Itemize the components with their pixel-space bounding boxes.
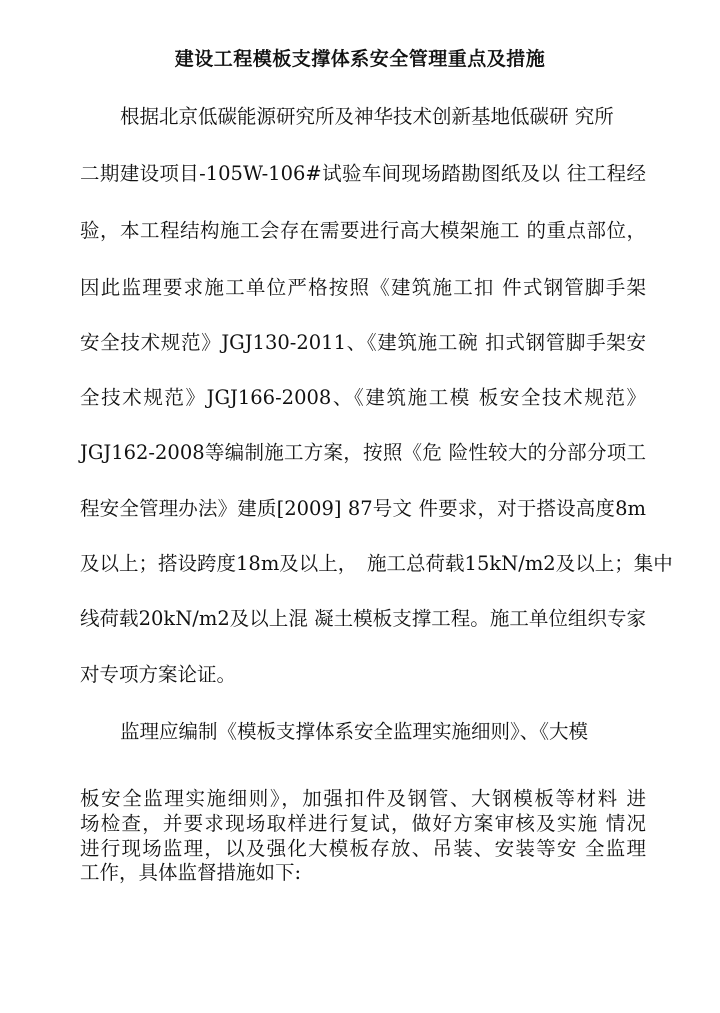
paragraph-1-line-7: JGJ162-2008等编制施工方案，按照《危 险性较大的分部分项工 [80, 441, 646, 464]
paragraph-1-line-10: 线荷载20kN/m2及以上混 凝土模板支撑工程。施工单位组织专家 [80, 607, 646, 630]
paragraph-1-line-2: 二期建设项目-105W-106#试验车间现场踏勘图纸及以 往工程经 [80, 162, 646, 185]
document-title: 建设工程模板支撑体系安全管理重点及措施 [174, 48, 546, 70]
paragraph-1-line-6: 全技术规范》JGJ166-2008、《建筑施工模 板安全技术规范》 [80, 386, 646, 409]
paragraph-1-line-4: 因此监理要求施工单位严格按照《建筑施工扣 件式钢管脚手架 [80, 276, 646, 299]
paragraph-2-line-5: 工作，具体监督措施如下: [80, 861, 302, 884]
paragraph-1-line-5: 安全技术规范》JGJ130-2011、《建筑施工碗 扣式钢管脚手架安 [80, 331, 646, 354]
paragraph-1-line-8: 程安全管理办法》建质[2009] 87号文 件要求，对于搭设高度8m [80, 497, 646, 520]
paragraph-1-line-1: 根据北京低碳能源研究所及神华技术创新基地低碳研 究所 [120, 105, 614, 128]
paragraph-2-line-4: 进行现场监理，以及强化大模板存放、吊装、安装等安 全监理 [80, 837, 646, 860]
paragraph-1-line-9: 及以上；搭设跨度18m及以上， 施工总荷载15kN/m2及以上；集中 [80, 552, 673, 575]
paragraph-2-line-2: 板安全监理实施细则》，加强扣件及钢管、大钢模板等材料 进 [80, 787, 646, 810]
paragraph-1-line-11: 对专项方案论证。 [80, 663, 237, 686]
paragraph-2-line-1: 监理应编制《模板支撑体系安全监理实施细则》、《大模 [120, 720, 589, 743]
paragraph-1-line-3: 验，本工程结构施工会存在需要进行高大模架施工 的重点部位， [80, 219, 646, 242]
paragraph-2-line-3: 场检查，并要求现场取样进行复试，做好方案审核及实施 情况 [80, 812, 646, 835]
